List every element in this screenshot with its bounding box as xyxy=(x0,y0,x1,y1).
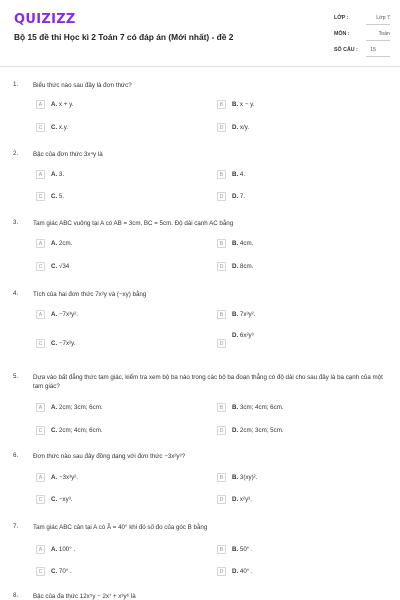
meta-grade-label: LỚP : xyxy=(334,15,349,21)
meta-count-value: 15 xyxy=(370,47,376,53)
option-letter-box: B xyxy=(217,100,226,109)
page-title: Bộ 15 đề thi Học kì 2 Toán 7 có đáp án (Mới nhất) - đề 2 xyxy=(14,32,234,42)
option-letter-box: B xyxy=(217,403,226,412)
question-number: 3. xyxy=(13,219,19,226)
option-letter-box: B xyxy=(217,473,226,482)
question-number: 4. xyxy=(13,290,19,297)
question-number: 6. xyxy=(13,452,19,459)
option-letter-box: D xyxy=(217,192,226,201)
question-text: Biểu thức nào sau đây là đơn thức? xyxy=(33,82,132,89)
option-letter-box: A xyxy=(36,239,45,248)
option-letter-box: C xyxy=(36,262,45,271)
option-letter-box: C xyxy=(36,567,45,576)
option-letter-box: A xyxy=(36,100,45,109)
option-letter-box: A xyxy=(36,403,45,412)
meta-divider xyxy=(366,56,390,57)
option-letter-box: D xyxy=(217,339,226,348)
header-divider xyxy=(0,66,400,67)
option-letter-box: C xyxy=(36,495,45,504)
option-letter-box: B xyxy=(217,310,226,319)
meta-grade-value: Lớp 7 xyxy=(376,15,390,21)
option-letter-box: C xyxy=(36,426,45,435)
option-letter-box: B xyxy=(217,170,226,179)
option-letter-box: A xyxy=(36,310,45,319)
option-letter-box: A xyxy=(36,473,45,482)
option-letter-box: C xyxy=(36,339,45,348)
quiz-header xyxy=(0,0,400,66)
question-text: Dựa vào bất đẳng thức tam giác, kiểm tra xem bộ ba nào trong các bộ ba đoạn thẳng có độ dài cho sau đây là ba cạnh của một tam giác? xyxy=(33,374,383,390)
option-letter-box: D xyxy=(217,567,226,576)
question-text: Tích của hai đơn thức 7x²y và (−xy) bằng xyxy=(33,291,147,298)
question-number: 7. xyxy=(13,523,19,530)
option-letter-box: C xyxy=(36,192,45,201)
question-number: 5. xyxy=(13,373,19,380)
question-number: 1. xyxy=(13,81,19,88)
option-letter-box: B xyxy=(217,545,226,554)
meta-divider xyxy=(366,40,390,41)
meta-subject-value: Toán xyxy=(378,31,390,37)
question-number: 8. xyxy=(13,592,19,599)
option-letter-box: D xyxy=(217,123,226,132)
option-letter-box: D xyxy=(217,262,226,271)
meta-divider xyxy=(366,24,390,25)
question-text: Tam giác ABC vuông tại A có AB = 3cm, BC = 5cm. Độ dài cạnh AC bằng xyxy=(33,220,234,227)
option-letter-box: A xyxy=(36,545,45,554)
meta-count-label: SỐ CÂU : xyxy=(334,47,358,53)
question-text: Bậc của đa thức 12x⁵y − 2x⁷ + x³y⁶ là xyxy=(33,593,136,600)
question-text: Tam giác ABC cân tại A có Â = 40° khi đó số đo của góc B bằng xyxy=(33,524,208,531)
quizizz-logo: QUIZIZZ xyxy=(14,12,76,27)
option-letter-box: C xyxy=(36,123,45,132)
option-letter-box: D xyxy=(217,426,226,435)
meta-subject-label: MÔN : xyxy=(334,31,350,37)
question-text: Đơn thức nào sau đây đồng dạng với đơn thức −3x²y³? xyxy=(33,453,186,460)
option-letter-box: A xyxy=(36,170,45,179)
question-number: 2. xyxy=(13,150,19,157)
option-letter-box: B xyxy=(217,239,226,248)
option-letter-box: D xyxy=(217,495,226,504)
question-text: Bậc của đơn thức 3x⁴y là xyxy=(33,151,103,158)
